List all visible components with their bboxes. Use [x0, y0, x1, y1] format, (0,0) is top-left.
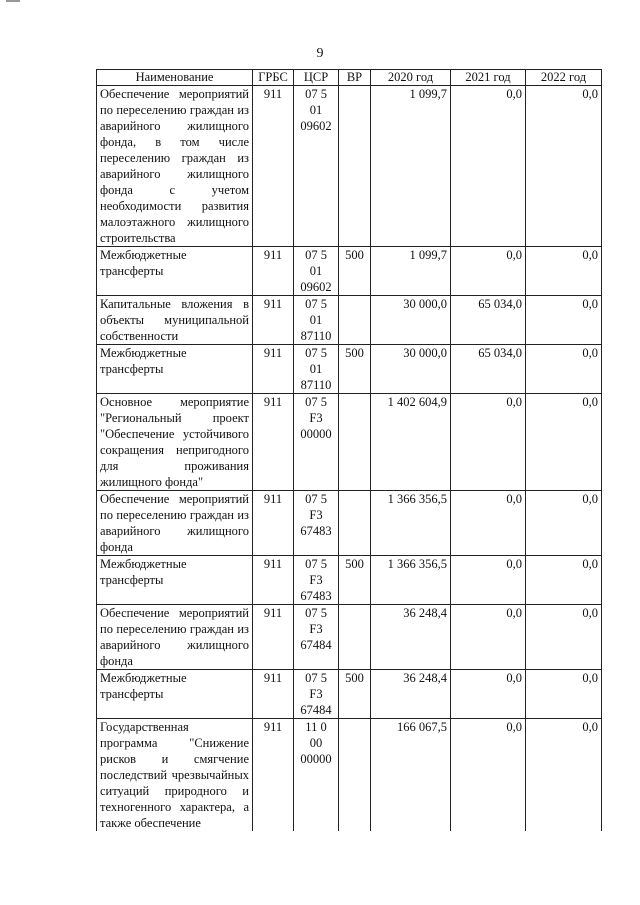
row-csr: [294, 86, 339, 247]
csr-part: F3: [309, 573, 323, 587]
row-value-2020: 36 248,4: [371, 605, 451, 670]
row-csr: [294, 345, 339, 394]
row-vr: 500: [339, 345, 371, 394]
csr-part: F3: [309, 508, 323, 522]
row-csr: [294, 719, 339, 832]
row-csr: [294, 556, 339, 605]
row-value-2022: 0,0: [526, 394, 602, 491]
table-row: [97, 556, 602, 605]
csr-part: 67484: [300, 638, 332, 652]
row-grbs: 911: [253, 605, 294, 670]
row-name: Капитальные вложения в объекты муниципальной собственности: [97, 296, 253, 345]
csr-part: 01: [309, 313, 323, 327]
table-row: [97, 719, 602, 832]
csr-part: 01: [309, 264, 323, 278]
row-value-2021: 0,0: [451, 556, 526, 605]
csr-part: 07 5: [305, 606, 327, 620]
csr-part: 09602: [300, 280, 332, 294]
csr-part: 00000: [300, 752, 332, 766]
csr-part: 07 5: [305, 492, 327, 506]
row-vr: [339, 394, 371, 491]
table-row: [97, 247, 602, 296]
csr-part: 07 5: [305, 557, 327, 571]
row-vr: [339, 296, 371, 345]
csr-part: 01: [309, 362, 323, 376]
row-csr: [294, 605, 339, 670]
row-vr: 500: [339, 247, 371, 296]
row-value-2021: 0,0: [451, 491, 526, 556]
header-2021: 2021 год: [451, 70, 526, 86]
table-row: [97, 670, 602, 719]
csr-part: 07 5: [305, 248, 327, 262]
row-value-2022: 0,0: [526, 605, 602, 670]
csr-part: F3: [309, 687, 323, 701]
row-value-2022: 0,0: [526, 296, 602, 345]
header-vr: ВР: [339, 70, 371, 86]
csr-part: 87110: [300, 329, 332, 343]
row-grbs: 911: [253, 247, 294, 296]
row-name: Обеспечение мероприятий по переселению граждан из аварийного жилищного фонда, в том числе переселению граждан из аварийного жилищного фонда с учетом необходимости развития малоэтажного жилищного строительства: [97, 86, 253, 247]
row-csr: [294, 491, 339, 556]
row-vr: [339, 719, 371, 832]
row-value-2020: 1 402 604,9: [371, 394, 451, 491]
row-vr: [339, 86, 371, 247]
csr-part: 07 5: [305, 87, 327, 101]
csr-part: 09602: [300, 119, 332, 133]
header-name: Наименование: [97, 70, 253, 86]
row-csr: [294, 670, 339, 719]
table-row: [97, 394, 602, 491]
corner-mark: [6, 0, 20, 5]
row-grbs: 911: [253, 556, 294, 605]
row-grbs: 911: [253, 670, 294, 719]
row-value-2022: 0,0: [526, 670, 602, 719]
row-name: Межбюджетные трансферты: [97, 345, 253, 394]
row-name: Межбюджетные трансферты: [97, 556, 253, 605]
page-number: 9: [316, 46, 324, 61]
csr-part: 01: [309, 103, 323, 117]
table-header-row: [97, 70, 602, 86]
row-name: Государственная программа "Снижение рисков и смягчение последствий чрезвычайных ситуаций природного и техногенного характера, а также обеспечение: [97, 719, 253, 832]
row-value-2021: 0,0: [451, 670, 526, 719]
csr-part: 07 5: [305, 346, 327, 360]
row-value-2020: 30 000,0: [371, 296, 451, 345]
row-grbs: 911: [253, 86, 294, 247]
row-value-2022: 0,0: [526, 556, 602, 605]
row-value-2020: 1 099,7: [371, 86, 451, 247]
row-value-2021: 65 034,0: [451, 296, 526, 345]
row-name: Межбюджетные трансферты: [97, 247, 253, 296]
csr-part: 67483: [300, 524, 332, 538]
table-row: [97, 296, 602, 345]
row-vr: [339, 491, 371, 556]
csr-part: 07 5: [305, 671, 327, 685]
row-value-2022: 0,0: [526, 491, 602, 556]
row-value-2020: 36 248,4: [371, 670, 451, 719]
csr-part: 87110: [300, 378, 332, 392]
row-csr: [294, 296, 339, 345]
row-name: Межбюджетные трансферты: [97, 670, 253, 719]
row-value-2022: 0,0: [526, 247, 602, 296]
csr-part: 67484: [300, 703, 332, 717]
row-vr: 500: [339, 670, 371, 719]
csr-part: F3: [309, 622, 323, 636]
row-value-2020: 1 366 356,5: [371, 556, 451, 605]
table-row: [97, 86, 602, 247]
table-row: [97, 345, 602, 394]
row-csr: [294, 394, 339, 491]
csr-part: 67483: [300, 589, 332, 603]
row-value-2020: 1 366 356,5: [371, 491, 451, 556]
header-2020: 2020 год: [371, 70, 451, 86]
row-grbs: 911: [253, 719, 294, 832]
row-value-2021: 65 034,0: [451, 345, 526, 394]
row-name: Обеспечение мероприятий по переселению граждан из аварийного жилищного фонда: [97, 491, 253, 556]
row-value-2021: 0,0: [451, 86, 526, 247]
budget-table: [96, 69, 602, 831]
csr-part: 07 5: [305, 297, 327, 311]
row-value-2020: 166 067,5: [371, 719, 451, 832]
header-csr: ЦСР: [294, 70, 339, 86]
csr-part: F3: [309, 411, 323, 425]
row-name: Обеспечение мероприятий по переселению граждан из аварийного жилищного фонда: [97, 605, 253, 670]
row-value-2020: 1 099,7: [371, 247, 451, 296]
header-grbs: ГРБС: [253, 70, 294, 86]
row-value-2021: 0,0: [451, 394, 526, 491]
row-value-2022: 0,0: [526, 86, 602, 247]
row-grbs: 911: [253, 345, 294, 394]
table-row: [97, 605, 602, 670]
row-vr: 500: [339, 556, 371, 605]
row-grbs: 911: [253, 394, 294, 491]
table-body: [97, 86, 602, 832]
csr-part: 07 5: [305, 395, 327, 409]
row-grbs: 911: [253, 296, 294, 345]
row-value-2021: 0,0: [451, 605, 526, 670]
csr-part: 00: [309, 736, 323, 750]
table-row: [97, 491, 602, 556]
row-vr: [339, 605, 371, 670]
row-value-2021: 0,0: [451, 247, 526, 296]
row-value-2020: 30 000,0: [371, 345, 451, 394]
row-csr: [294, 247, 339, 296]
row-value-2021: 0,0: [451, 719, 526, 832]
row-value-2022: 0,0: [526, 345, 602, 394]
csr-part: 11 0: [305, 720, 327, 734]
header-2022: 2022 год: [526, 70, 602, 86]
row-value-2022: 0,0: [526, 719, 602, 832]
row-grbs: 911: [253, 491, 294, 556]
csr-part: 00000: [300, 427, 332, 441]
row-name: Основное мероприятие "Региональный проект "Обеспечение устойчивого сокращения непригодного для проживания жилищного фонда": [97, 394, 253, 491]
